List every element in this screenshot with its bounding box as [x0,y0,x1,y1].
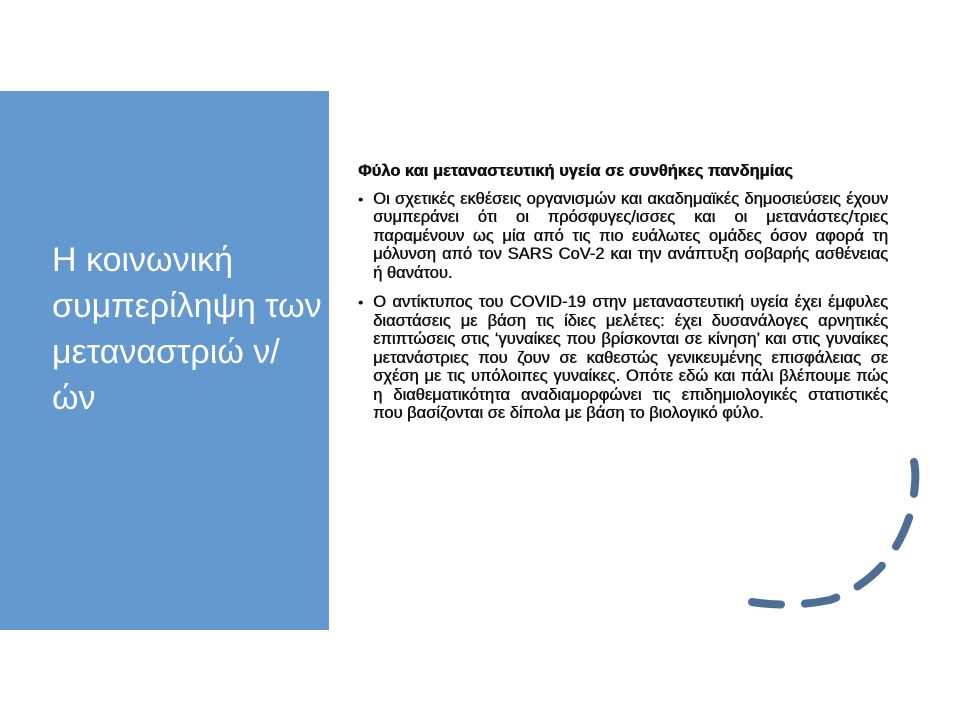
slide-title: Η κοινωνική συμπερίληψη των μεταναστριώ ν/ών [52,241,322,417]
content-area [358,162,888,434]
bullet-dot-icon: • [358,190,363,207]
bullet-item [358,293,888,423]
bullet-list [358,190,888,423]
bullet-text: Οι σχετικές εκθέσεις οργανισμών και ακαδημαϊκές δημοσιεύσεις έχουν συμπεράνει ότι οι πρόσφυγες/ισσες και οι μετανάστες/τριες παραμένουν ως μία από τις πιο ευάλωτες ομάδες όσον αφορά τη μόλυνση από τον SARS CoV-2 και την ανάπτυξη σοβαρής ασθένειας ή θανάτου. [373,189,888,282]
bullet-dot-icon: • [358,294,363,310]
dashed-arc-decoration-icon [740,450,940,620]
subheading: Φύλο και μεταναστευτική υγεία σε συνθήκες πανδημίας [358,162,793,180]
bullet-item [358,190,888,283]
bullet-text: Ο αντίκτυπος του COVID-19 στην μεταναστευτική υγεία έχει έμφυλες διαστάσεις με βάση τις ίδιες μελέτες: έχει δυσανάλογες αρνητικές επιπτώσεις στις ‘γυναίκες που βρίσκονται σε κίνηση’ και στις γυναίκες μετανάστριες που ζουν σε καθεστώς γενικευμένης επισφάλειας σε σχέση με τις υπόλοιπες γυναίκες. Οπότε εδώ και πάλι βλέπουμε πώς η διαθεματικότητα αναδιαμορφώνει τις επιδημιολογικές στατιστικές που βασίζονται σε δίπολα με βάση το βιολογικό φύλο. [373,293,888,422]
